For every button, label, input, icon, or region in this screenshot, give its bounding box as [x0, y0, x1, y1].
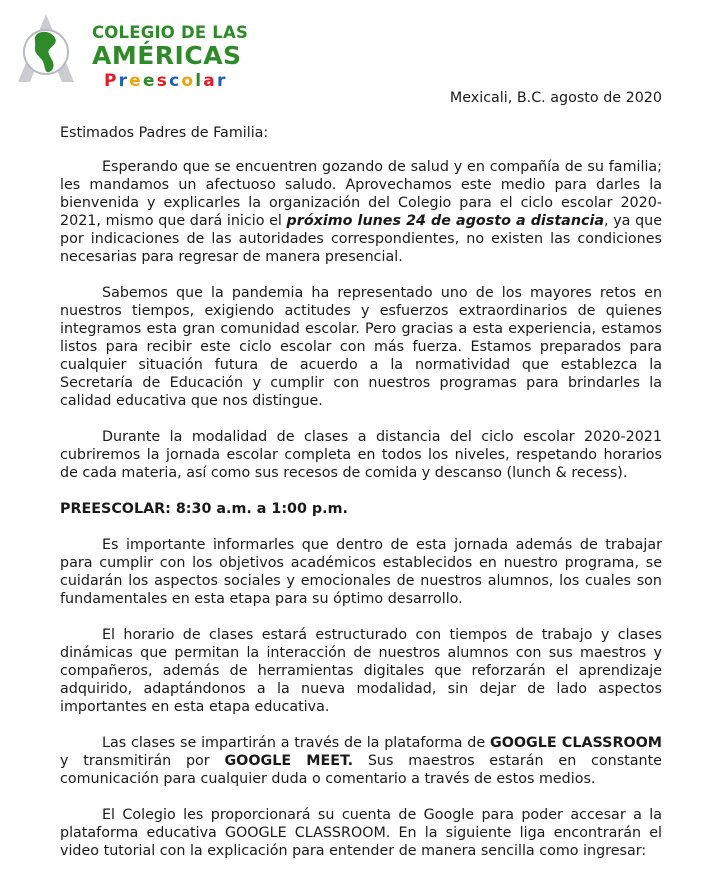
- letter-body: [60, 124, 662, 878]
- logo-subtitle: [104, 71, 228, 91]
- logo-title-line2: AMÉRICAS: [92, 41, 242, 70]
- schedule-line: PREESCOLAR: 8:30 a.m. a 1:00 p.m.: [60, 501, 348, 517]
- paragraph-pandemic: Sabemos que la pandemia ha representado uno de los mayores retos en nuestros tiempos, exigiendo actitudes y esfuerzos extraordinarios de quienes integramos esta gran comunidad escolar. Pero gracias a esta experiencia, estamos listos para recibir este ciclo escolar con más fuerza. Estamos preparados para cualquier situación futura de acuerdo a la normatividad que establezca la Secretaría de Educación y cumplir con nuestros programas para brindarles la calidad educativa que nos distingue.: [60, 285, 662, 409]
- logo-subtitle-letter: P: [104, 71, 119, 91]
- paragraph-welcome: Esperando que se encuentren gozando de salud y en compañía de su familia; les mandamos un afectuoso saludo. Aprovechamos este medio para darles la bienvenida y explicarles la organización del Colegio para el ciclo escolar 2020-2021, mismo que dará inicio el próximo lunes 24 de agosto a distancia, ya que por indicaciones de las autoridades correspondientes, no existen las condiciones necesarias para regresar de manera presencial.: [60, 159, 663, 265]
- google-meet-emphasis: GOOGLE MEET.: [224, 753, 354, 769]
- school-logo: [12, 10, 249, 91]
- logo-subtitle-letter: e: [129, 71, 143, 91]
- logo-subtitle-letter: a: [203, 71, 217, 91]
- letter-date: Mexicali, B.C. agosto de 2020: [449, 90, 662, 106]
- americas-globe-icon: [12, 12, 80, 84]
- paragraph-social-emotional: Es importante informarles que dentro de esta jornada además de trabajar para cumplir con los objetivos académicos establecidos en nuestro programa, se cuidarán los aspectos sociales y emocionales de nuestros alumnos, los cuales son fundamentales en esta etapa para su óptimo desarrollo.: [60, 537, 662, 607]
- salutation: Estimados Padres de Familia:: [60, 125, 269, 141]
- logo-title-line1: COLEGIO DE LAS: [92, 23, 249, 42]
- logo-subtitle-letter: s: [156, 71, 170, 91]
- paragraph-class-structure: El horario de clases estará estructurado con tiempos de trabajo y clases dinámicas que permitan la interacción de nuestros alumnos con sus maestros y compañeros, además de herramientas digitales que reforzarán el aprendizaje adquirido, adaptándonos a la nueva modalidad, sin dejar de lado aspectos importantes en esta etapa educativa.: [60, 627, 662, 715]
- logo-subtitle-letter: e: [143, 71, 157, 91]
- logo-subtitle-letter: r: [118, 71, 130, 91]
- start-date-emphasis: próximo lunes 24 de agosto a distancia: [286, 213, 605, 229]
- logo-subtitle-letter: c: [169, 71, 182, 91]
- logo-subtitle-letter: o: [181, 71, 196, 91]
- paragraph-platforms: Las clases se impartirán a través de la plataforma de GOOGLE CLASSROOM y transmitirán por GOOGLE MEET. Sus maestros estarán en constante comunicación para cualquier duda o comentario a través de estos medios.: [60, 735, 663, 787]
- paragraph-google-account: El Colegio les proporcionará su cuenta de Google para poder accesar a la plataforma educativa GOOGLE CLASSROOM. En la siguiente liga encontrarán el video tutorial con la explicación para entender de manera sencilla como ingresar:: [60, 807, 662, 859]
- paragraph-distance-mode: Durante la modalidad de clases a distancia del ciclo escolar 2020-2021 cubriremos la jornada escolar completa en todos los niveles, respetando horarios de cada materia, así como sus recesos de comida y descanso (lunch & recess).: [60, 429, 662, 481]
- google-classroom-emphasis: GOOGLE CLASSROOM: [489, 735, 663, 751]
- logo-subtitle-letter: l: [195, 71, 204, 91]
- logo-subtitle-letter: r: [216, 71, 228, 91]
